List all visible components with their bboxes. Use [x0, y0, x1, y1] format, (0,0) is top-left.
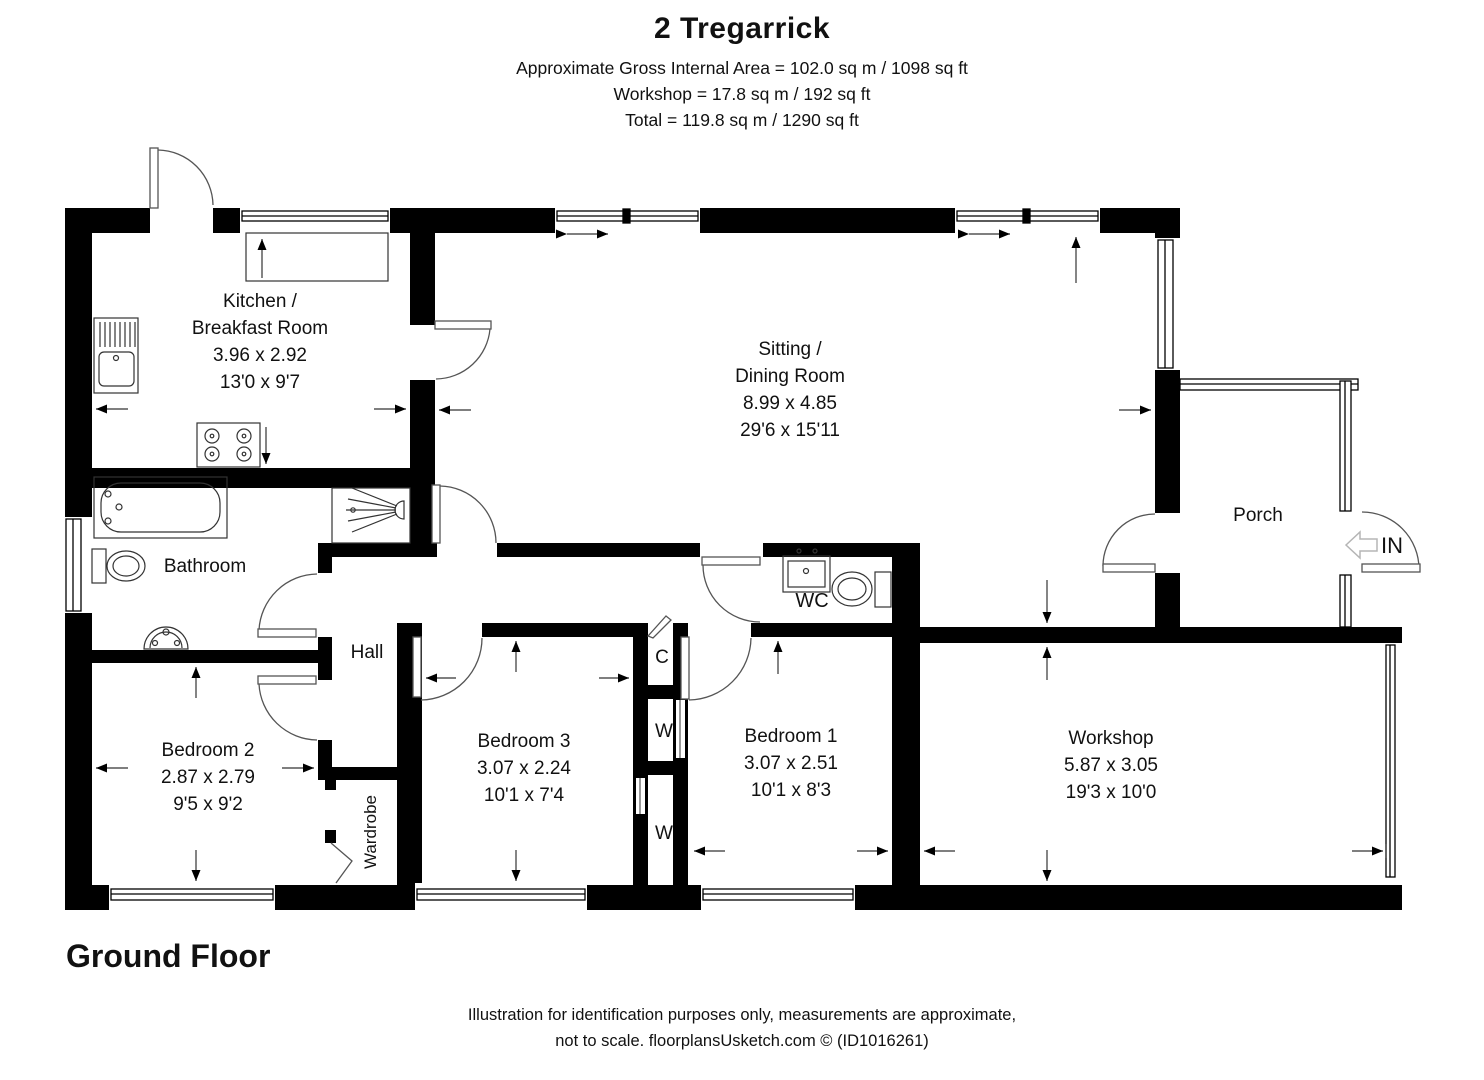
bedroom3-label: Bedroom 3 [477, 731, 571, 752]
sitting-imperial: 29'6 x 15'11 [740, 420, 840, 441]
kitchen-sink-icon [94, 318, 138, 393]
entrance-arrow-icon [1346, 532, 1377, 558]
entrance-label: IN [1381, 533, 1403, 558]
sitting-metric: 8.99 x 4.85 [742, 393, 838, 414]
footer-line-2: not to scale. floorplansUsketch.com © (ID1016261) [555, 1032, 929, 1050]
floor-label: Ground Floor [66, 938, 271, 974]
area-line-2: Workshop = 17.8 sq m / 192 sq ft [613, 84, 871, 104]
sitting-label: Sitting / [758, 339, 822, 360]
basin-icon [144, 627, 188, 649]
toilet-icon [92, 549, 145, 583]
wc-toilet-icon [832, 572, 891, 607]
workshop-metric: 5.87 x 3.05 [1063, 755, 1159, 776]
bedroom2-metric: 2.87 x 2.79 [160, 767, 256, 788]
workshop-imperial: 19'3 x 10'0 [1065, 782, 1157, 803]
bedroom1-label: Bedroom 1 [744, 726, 838, 747]
porch-label: Porch [1233, 505, 1283, 526]
wc-label: WC [795, 590, 829, 612]
shower-icon [332, 488, 410, 543]
kitchen-label: Kitchen / [223, 291, 297, 312]
page-title: 2 Tregarrick [653, 12, 831, 45]
kitchen-label2: Breakfast Room [191, 318, 329, 339]
sitting-label2: Dining Room [735, 366, 845, 387]
bedroom1-imperial: 10'1 x 8'3 [750, 780, 832, 801]
kitchen-metric: 3.96 x 2.92 [212, 345, 308, 366]
bedroom2-label: Bedroom 2 [161, 740, 255, 761]
bedroom1-metric: 3.07 x 2.51 [743, 753, 839, 774]
kitchen-counter [246, 233, 388, 281]
bathroom-fixtures [92, 477, 410, 649]
wardrobe-label: Wardrobe [361, 794, 380, 870]
footer-line-1: Illustration for identification purposes only, measurements are approximate, [467, 1006, 1017, 1024]
wardrobe-w1-label: W [655, 721, 673, 742]
area-line-1: Approximate Gross Internal Area = 102.0 sq m / 1098 sq ft [516, 58, 968, 78]
area-line-3: Total = 119.8 sq m / 1290 sq ft [625, 110, 859, 130]
bedroom3-metric: 3.07 x 2.24 [476, 758, 572, 779]
footer-disclaimer [0, 1002, 1484, 1054]
hall-label: Hall [350, 642, 384, 663]
cupboard-label: C [655, 647, 669, 668]
kitchen-imperial: 13'0 x 9'7 [219, 372, 301, 393]
hob-icon [197, 423, 260, 467]
wardrobe-w2-label: W [655, 823, 673, 844]
wc-sink-icon [783, 549, 830, 592]
workshop-label: Workshop [1068, 728, 1154, 749]
bedroom2-imperial: 9'5 x 9'2 [173, 794, 243, 815]
bathroom-label: Bathroom [163, 556, 247, 577]
bedroom3-imperial: 10'1 x 7'4 [483, 785, 565, 806]
